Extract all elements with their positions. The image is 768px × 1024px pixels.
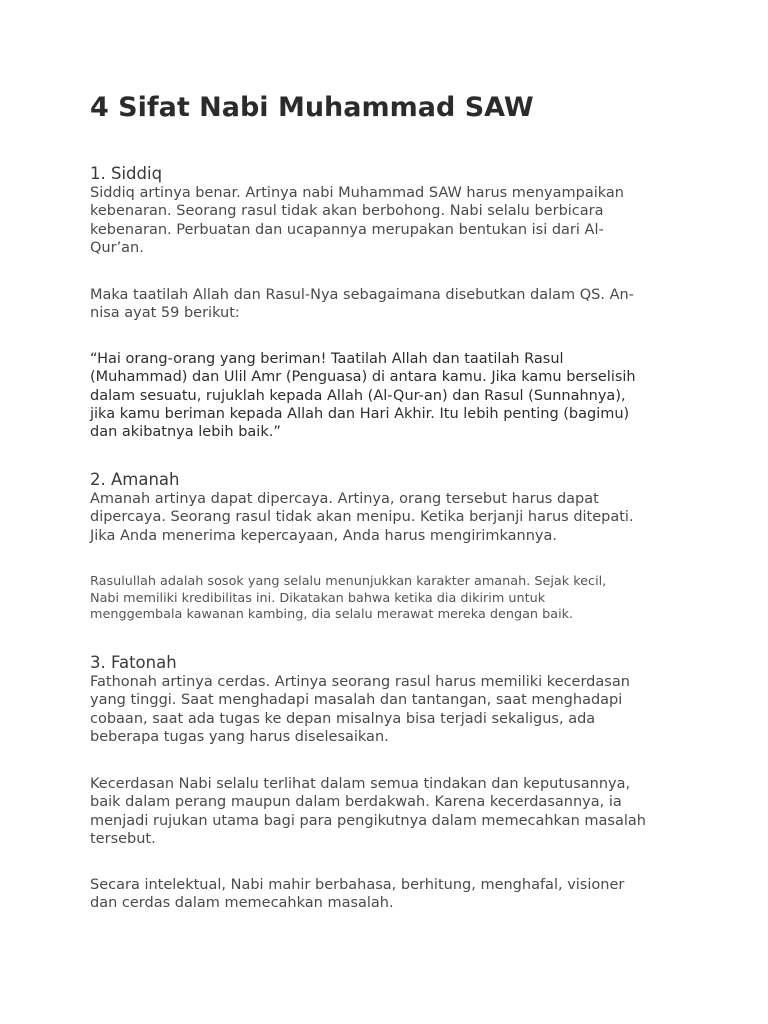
text-line: dalam sesuatu, rujuklah kepada Allah (Al-Qur-an) dan Rasul (Sunnahnya),	[90, 387, 626, 404]
text-line: Kecerdasan Nabi selalu terlihat dalam semua tindakan dan keputusannya,	[90, 776, 631, 792]
text-line: kebenaran. Perbuatan dan ucapannya merupakan bentukan isi dari Al-	[90, 221, 604, 238]
paragraph-amanah-example	[90, 574, 606, 624]
text-line: Jika Anda menerima kepercayaan, Anda harus mengirimkannya.	[90, 527, 557, 544]
text-line: Amanah artinya dapat dipercaya. Artinya, orang tersebut harus dapat	[90, 491, 599, 507]
paragraph-siddiq-reference	[90, 286, 634, 323]
text-line: nisa ayat 59 berikut:	[90, 305, 240, 322]
paragraph-fatonah-intellect	[90, 876, 624, 913]
text-line: Fathonah artinya cerdas. Artinya seorang rasul harus memiliki kecerdasan	[90, 674, 630, 690]
document-title: 4 Sifat Nabi Muhammad SAW	[90, 92, 534, 123]
text-line: Rasulullah adalah sosok yang selalu menunjukkan karakter amanah. Sejak kecil,	[90, 574, 607, 589]
quote-an-nisa-59	[90, 350, 636, 441]
text-line: menggembala kawanan kambing, dia selalu merawat mereka dengan baik.	[90, 607, 574, 623]
text-line: yang tinggi. Saat menghadapi masalah dan tantangan, saat menghadapi	[90, 692, 623, 709]
text-line: “Hai orang-orang yang beriman! Taatilah Allah dan taatilah Rasul	[90, 351, 564, 367]
text-line: (Muhammad) dan Ulil Amr (Penguasa) di antara kamu. Jika kamu berselisih	[90, 369, 636, 386]
text-line: dan akibatnya lebih baik.”	[90, 424, 281, 441]
text-line: Siddiq artinya benar. Artinya nabi Muhammad SAW harus menyampaikan	[90, 185, 624, 201]
section-heading-fatonah: 3. Fatonah	[90, 653, 177, 672]
section-heading-amanah: 2. Amanah	[90, 470, 180, 489]
text-line: kebenaran. Seorang rasul tidak akan berbohong. Nabi selalu berbicara	[90, 203, 604, 220]
text-line: Qur’an.	[90, 239, 144, 256]
text-line: Secara intelektual, Nabi mahir berbahasa, berhitung, menghafal, visioner	[90, 877, 625, 893]
text-line: Maka taatilah Allah dan Rasul-Nya sebagaimana disebutkan dalam QS. An-	[90, 287, 634, 303]
text-line: jika kamu beriman kepada Allah dan Hari Akhir. Itu lebih penting (bagimu)	[90, 405, 630, 422]
section-heading-siddiq: 1. Siddiq	[90, 164, 163, 183]
text-line: tersebut.	[90, 830, 156, 847]
paragraph-fatonah-wisdom	[90, 775, 646, 848]
text-line: beberapa tugas yang harus diselesaikan.	[90, 728, 389, 745]
text-line: cobaan, saat ada tugas ke depan misalnya bisa terjadi sekaligus, ada	[90, 710, 596, 727]
paragraph-siddiq-definition	[90, 184, 624, 257]
text-line: dan cerdas dalam memecahkan masalah.	[90, 895, 394, 912]
text-line: Nabi memiliki kredibilitas ini. Dikatakan bahwa ketika dia dikirim untuk	[90, 590, 546, 606]
paragraph-fatonah-definition	[90, 673, 630, 746]
text-line: menjadi rujukan utama bagi para pengikutnya dalam memecahkan masalah	[90, 812, 646, 829]
paragraph-amanah-definition	[90, 490, 634, 545]
text-line: dipercaya. Seorang rasul tidak akan menipu. Ketika berjanji harus ditepati.	[90, 509, 634, 526]
text-line: baik dalam perang maupun dalam berdakwah. Karena kecerdasannya, ia	[90, 794, 622, 811]
